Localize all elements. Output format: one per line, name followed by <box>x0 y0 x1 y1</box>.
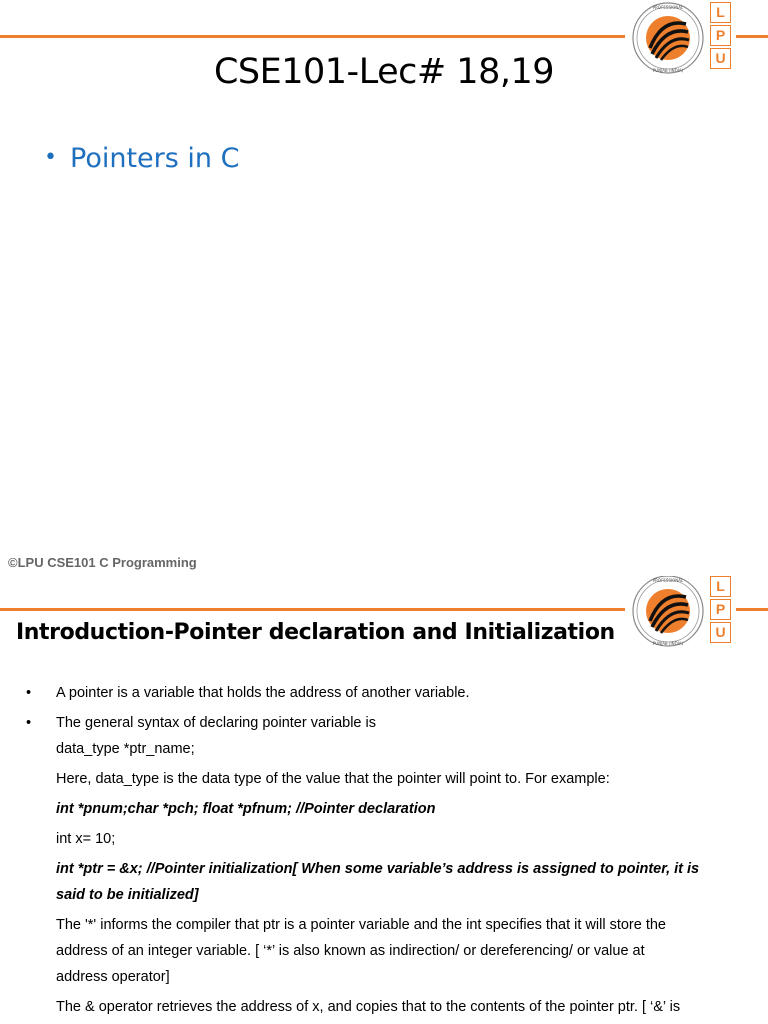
text-line <box>26 994 746 1020</box>
bullet-dot-icon: • <box>44 145 57 170</box>
logo-letter-l: L <box>710 2 731 23</box>
code-line <box>26 796 746 822</box>
slide-title: CSE101-Lec# 18,19 <box>213 52 554 92</box>
svg-text:PUNJAB (INDIA): PUNJAB (INDIA) <box>652 68 684 73</box>
text-line <box>26 938 746 964</box>
bullet-dot-icon: • <box>26 715 32 731</box>
line-text: The general syntax of declaring pointer variable is <box>56 715 376 731</box>
code-line <box>26 882 746 908</box>
bullet-text: Pointers in C <box>70 143 240 174</box>
code-line <box>26 826 746 852</box>
logo-letter-p: P <box>710 599 731 620</box>
logo-letter-u: U <box>710 48 731 69</box>
code-line <box>26 736 746 762</box>
line-text: address of an integer variable. [ ‘*’ is also known as indirection/ or dereferencing/ or value at <box>56 943 645 959</box>
lpu-seal-icon <box>628 576 708 653</box>
declaration-example: int *pnum;char *pch; float *pfnum; //Pointer declaration <box>56 801 436 817</box>
text-line <box>26 912 746 938</box>
slide-footer: ©LPU CSE101 C Programming <box>8 555 197 570</box>
line-text: A pointer is a variable that holds the address of another variable. <box>56 685 470 701</box>
svg-text:PROFESSIONAL: PROFESSIONAL <box>652 5 684 10</box>
bullet-item <box>44 143 239 174</box>
list-item <box>26 710 746 736</box>
text-line <box>26 964 746 990</box>
logo-letter-p: P <box>710 25 731 46</box>
slide-body <box>26 680 746 1020</box>
text-line <box>26 766 746 792</box>
code-line <box>26 856 746 882</box>
slide-2 <box>0 576 768 1024</box>
line-text: address operator] <box>56 969 170 985</box>
svg-text:PROFESSIONAL: PROFESSIONAL <box>652 578 684 583</box>
slide-title: Introduction-Pointer declaration and Initialization <box>16 620 615 645</box>
line-text: The & operator retrieves the address of x, and copies that to the contents of the pointer ptr. [ ‘&’ is <box>56 999 681 1015</box>
svg-text:PUNJAB (INDIA): PUNJAB (INDIA) <box>652 641 684 646</box>
logo-letter-l: L <box>710 576 731 597</box>
list-item <box>26 680 746 706</box>
bullet-dot-icon: • <box>26 685 32 701</box>
syntax-text: data_type *ptr_name; <box>56 741 195 757</box>
initialization-example: int *ptr = &x; //Pointer initialization[ When some variable’s address is assigned to pointer, it is <box>56 861 700 877</box>
logo-letter-u: U <box>710 622 731 643</box>
initialization-example-cont: said to be initialized] <box>56 887 199 903</box>
variable-example: int x= 10; <box>56 831 116 847</box>
line-text: Here, data_type is the data type of the value that the pointer will point to. For example: <box>56 771 610 787</box>
line-text: The '*' informs the compiler that ptr is a pointer variable and the int specifies that it will store the <box>56 917 666 933</box>
